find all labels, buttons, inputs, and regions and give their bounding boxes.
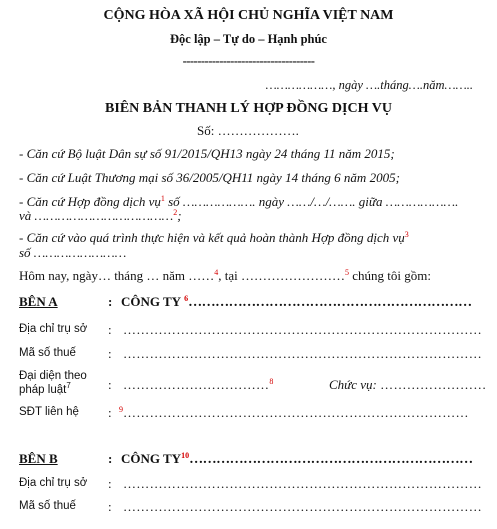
footnote-mark: 8	[269, 377, 274, 386]
party-a-phone-label: SĐT liên hệ	[19, 406, 79, 418]
intro-place: , tại ……………………	[218, 268, 345, 283]
intro-date: Hôm nay, ngày… tháng … năm ……	[19, 268, 215, 283]
basis-contract-party: và ………………………………	[19, 208, 174, 223]
semicolon: ;	[177, 208, 182, 223]
party-a-phone-value	[119, 405, 469, 421]
basis-performance-text: - Căn cứ vào quá trình thực hiện và kết quả hoàn thành Hợp đồng dịch vụ	[19, 230, 405, 245]
nation-title: CỘNG HÒA XÃ HỘI CHỦ NGHĨA VIỆT NAM	[103, 8, 394, 23]
party-a-tax-label: Mã số thuế	[19, 347, 76, 359]
basis-civil-code: - Căn cứ Bộ luật Dân sự số 91/2015/QH13 ngày 24 tháng 11 năm 2015;	[19, 146, 395, 161]
party-b-colon: :	[108, 451, 113, 466]
party-a-tax-value: ………………………………………………………………………	[123, 346, 483, 361]
basis-performance	[19, 230, 409, 246]
party-b-tax-colon: :	[108, 499, 112, 514]
basis-commercial-law: - Căn cứ Luật Thương mại số 36/2005/QH11 ngày 14 tháng 6 năm 2005;	[19, 170, 400, 185]
party-a-rep-value	[123, 377, 273, 393]
rep-label-line1: Đại diện theo	[19, 370, 87, 382]
company-label: CÔNG TY	[121, 294, 182, 309]
company-blank: ………………………………………………………	[189, 452, 473, 467]
party-a-tax-colon: :	[108, 346, 112, 361]
party-a-phone-colon: :	[108, 405, 112, 420]
rep-label-line2: pháp luật	[19, 384, 67, 396]
party-a-address-label: Địa chỉ trụ sở	[19, 323, 88, 335]
party-a-colon: :	[108, 294, 113, 309]
footnote-mark: 2	[173, 208, 178, 217]
footnote-mark: 6	[184, 294, 189, 303]
document-number: Số: ……………….	[197, 123, 299, 138]
footnote-mark: 10	[181, 451, 190, 460]
party-b-address-value: ………………………………………………………………………	[123, 476, 483, 491]
basis-contract-line2	[19, 208, 182, 224]
role-blank: ……………………	[380, 377, 487, 392]
intro-line	[19, 268, 431, 284]
footnote-mark: 7	[66, 381, 71, 390]
basis-contract-details: số ………………. ngày ……/…/……. giữa ……………….	[164, 194, 459, 209]
party-b-tax-label: Mã số thuế	[19, 500, 76, 512]
company-blank: ………………………………………………………	[188, 295, 472, 310]
party-a-rep-colon: :	[108, 377, 112, 392]
footnote-mark: 9	[119, 405, 123, 414]
party-b-company	[121, 451, 473, 468]
separator: ------------------------------------	[182, 54, 315, 68]
party-a-label: BÊN A	[19, 294, 58, 309]
party-b-tax-value: ………………………………………………………………………	[123, 499, 483, 514]
phone-blank: ……………………………………………………………………	[123, 405, 469, 420]
footnote-mark: 4	[214, 268, 219, 277]
party-a-role	[329, 377, 487, 393]
party-b-label: BÊN B	[19, 451, 58, 466]
role-label: Chức vụ:	[329, 377, 377, 392]
basis-contract-text: - Căn cứ Hợp đồng dịch vụ	[19, 194, 161, 209]
footnote-mark: 3	[404, 230, 409, 239]
party-b-address-label: Địa chỉ trụ sở	[19, 477, 88, 489]
intro-end: chúng tôi gồm:	[348, 268, 431, 283]
motto: Độc lập – Tự do – Hạnh phúc	[170, 32, 327, 46]
party-a-rep-label	[19, 369, 87, 397]
basis-performance-line2: số ……………………	[19, 245, 127, 260]
footnote-mark: 1	[160, 194, 165, 203]
rep-name-blank: ……………………………	[123, 377, 270, 392]
party-b-address-colon: :	[108, 476, 112, 491]
party-a-company	[121, 294, 472, 311]
date-line: ………………, ngày ….tháng….năm……..	[265, 78, 473, 92]
party-a-address-value: ………………………………………………………………………	[123, 322, 483, 337]
party-a-address-colon: :	[108, 322, 112, 337]
footnote-mark: 5	[344, 268, 349, 277]
document-title: BIÊN BẢN THANH LÝ HỢP ĐỒNG DỊCH VỤ	[105, 101, 392, 116]
company-label: CÔNG TY	[121, 451, 182, 466]
